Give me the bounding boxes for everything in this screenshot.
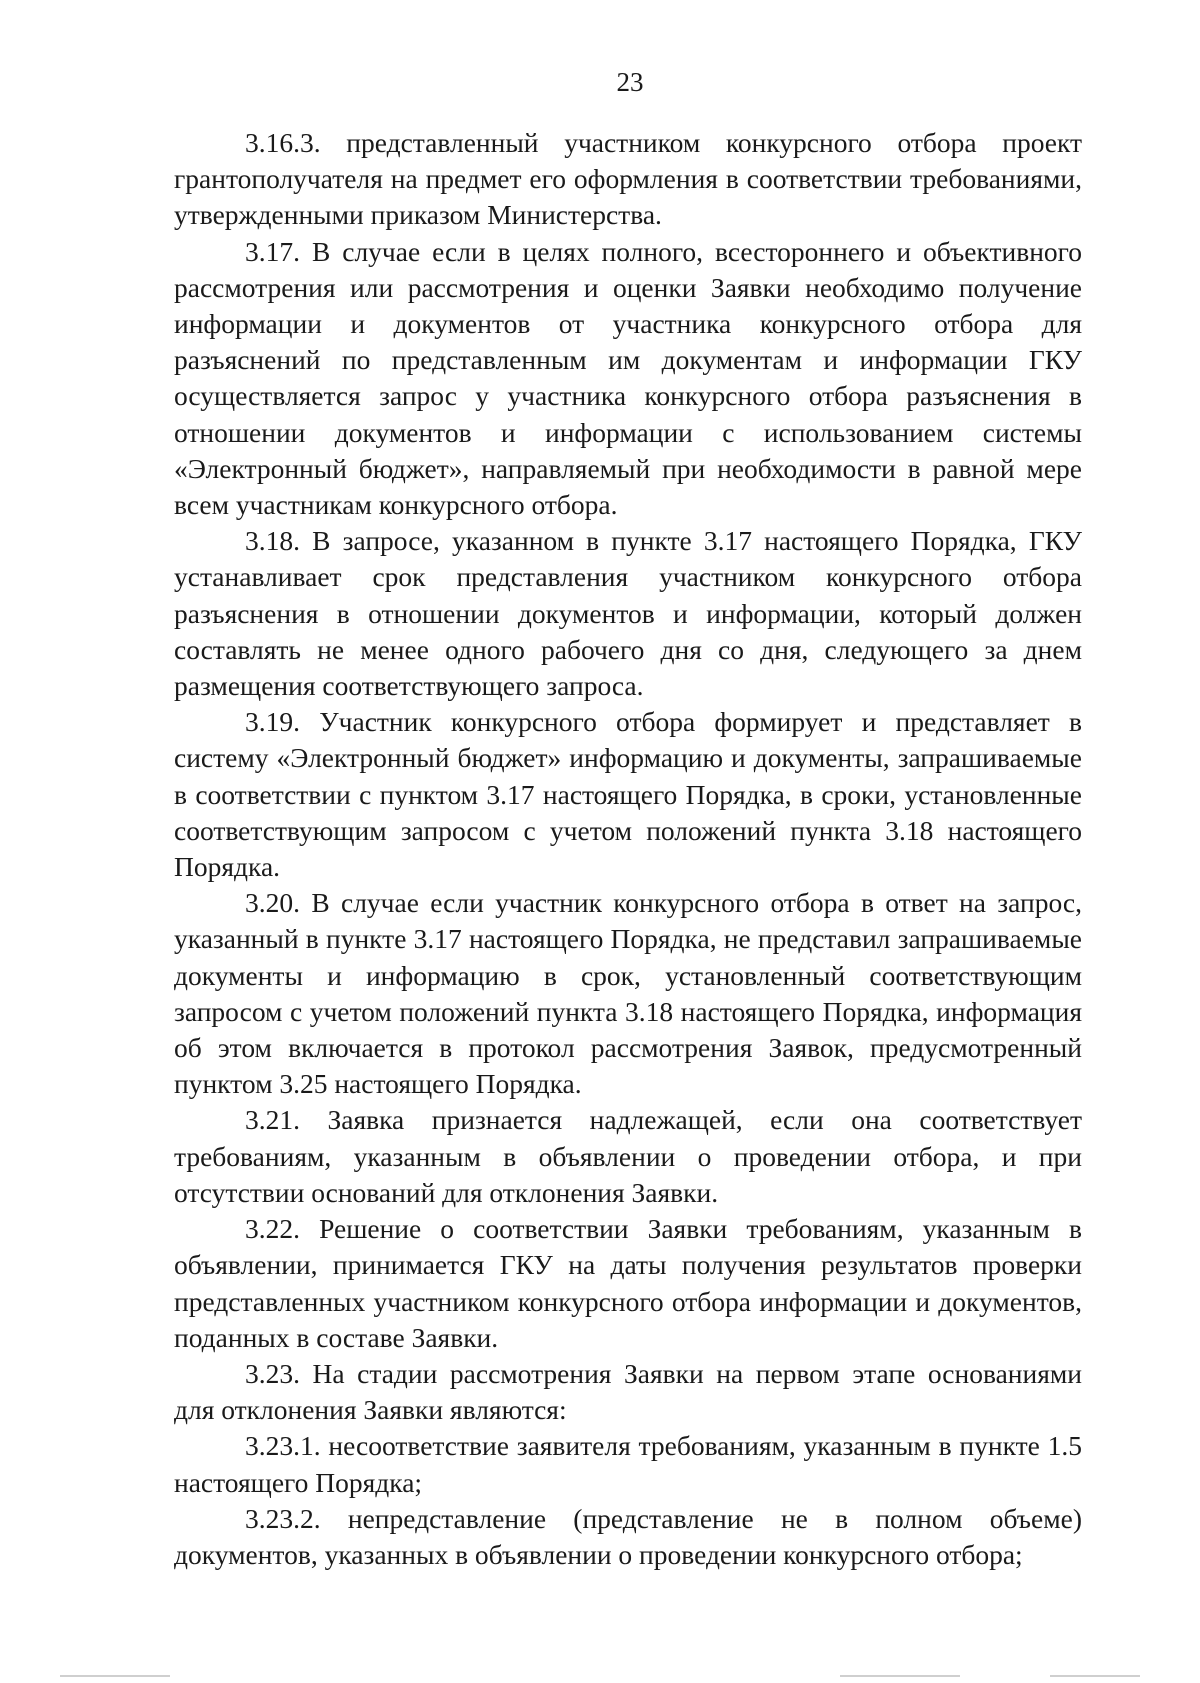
document-body <box>174 125 1082 1573</box>
scan-artifact-line <box>1050 1675 1140 1677</box>
scan-artifact-line <box>60 1675 170 1677</box>
paragraph-3-22: 3.22. Решение о соответствии Заявки требованиям, указанным в объявлении, принимается ГКУ на даты получения результатов проверки представленных участником конкурсного отбора информации и документов, поданных в составе Заявки. <box>174 1213 1082 1353</box>
paragraph-3-20: 3.20. В случае если участник конкурсного отбора в ответ на запрос, указанный в пункте 3.17 настоящего Порядка, не представил запрашиваемые документы и информацию в срок, установленный соответствующим запросом с учетом положений пункта 3.18 настоящего Порядка, информация об этом включается в протокол рассмотрения Заявок, предусмотренный пунктом 3.25 настоящего Порядка. <box>174 887 1082 1100</box>
paragraph-3-16-3: 3.16.3. представленный участником конкурсного отбора проект грантополучателя на предмет его оформления в соответствии требованиями, утвержденными приказом Министерства. <box>174 127 1082 231</box>
scan-artifact-line <box>840 1675 960 1677</box>
paragraph-3-18: 3.18. В запросе, указанном в пункте 3.17 настоящего Порядка, ГКУ устанавливает срок представления участником конкурсного отбора разъяснения в отношении документов и информации, который должен составлять не менее одного рабочего дня со дня, следующего за днем размещения соответствующего запроса. <box>174 525 1082 702</box>
paragraph-3-19: 3.19. Участник конкурсного отбора формирует и представляет в систему «Электронный бюджет» информацию и документы, запрашиваемые в соответствии с пунктом 3.17 настоящего Порядка, в сроки, установленные соответствующим запросом с учетом положений пункта 3.18 настоящего Порядка. <box>174 706 1082 883</box>
page-number: 23 <box>616 67 644 97</box>
paragraph-3-23-2: 3.23.2. непредставление (представление не в полном объеме) документов, указанных в объявлении о проведении конкурсного отбора; <box>174 1502 1082 1570</box>
paragraph-3-17: 3.17. В случае если в целях полного, всестороннего и объективного рассмотрения или рассмотрения и оценки Заявки необходимо получение информации и документов от участника конкурсного отбора для разъяснений по представленным им документам и информации ГКУ осуществляется запрос у участника конкурсного отбора разъяснения в отношении документов и информации с использованием системы «Электронный бюджет», направляемый при необходимости в равной мере всем участникам конкурсного отбора. <box>174 235 1082 521</box>
paragraph-3-21: 3.21. Заявка признается надлежащей, если она соответствует требованиям, указанным в объявлении о проведении отбора, и при отсутствии оснований для отклонения Заявки. <box>174 1104 1082 1208</box>
paragraph-3-23: 3.23. На стадии рассмотрения Заявки на первом этапе основаниями для отклонения Заявки являются: <box>174 1357 1082 1426</box>
paragraph-3-23-1: 3.23.1. несоответствие заявителя требованиям, указанным в пункте 1.5 настоящего Порядка; <box>174 1430 1082 1498</box>
